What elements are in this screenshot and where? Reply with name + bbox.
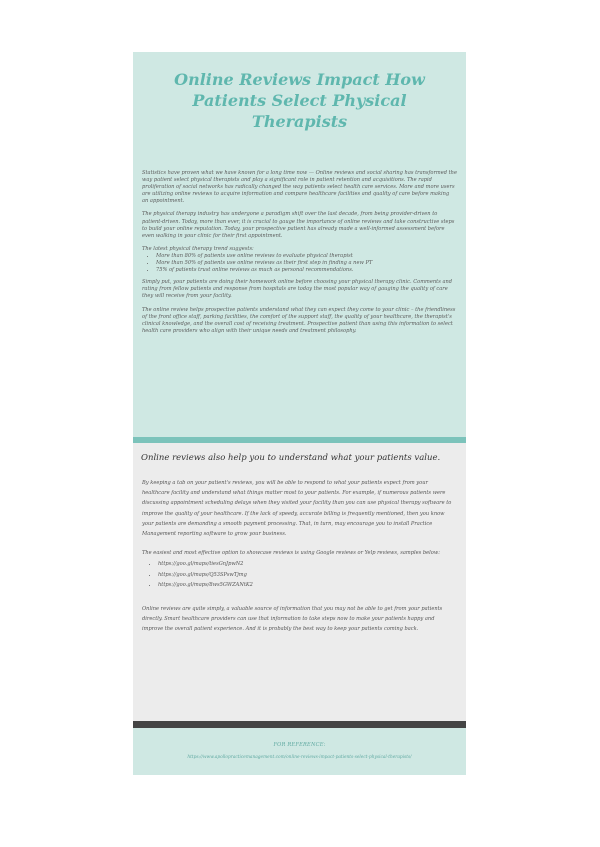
- trend-item: • 75% of patients trust online reviews as much as personal recommendations.: [156, 267, 457, 274]
- intro-paragraph-1: Statistics have proven what we have known for a long time now — Online reviews and social sharing has transformed the way patient select physical therapists and play a significant role in patient retention and acquisitions. The rapid proliferation of social networks has radically changed the way patients select health care services. More and more users are utilizing online reviews to acquire information and compare healthcare facilities and quality of care before making an appointment.: [142, 170, 457, 205]
- review-link[interactable]: • https://goo.gl/maps/8ws5GWZANtK2: [158, 580, 457, 590]
- trend-label: The latest physical therapy trend suggests:: [142, 245, 254, 252]
- intro-paragraph-2: The physical therapy industry has undergone a paradigm shift over the last decade, from being provider-driven to patient-driven. Today, more than ever, it is crucial to gauge the importance of online reviews and take constructive steps to build your online reputation. Today, your prospective patient has already made a well-informed assessment before even walking in your clinic for their first appointment.: [142, 211, 455, 239]
- trend-item: • More than 80% of patients use online reviews to evaluate physical therapist: [156, 253, 457, 260]
- flyer: [133, 52, 466, 775]
- review-link[interactable]: • https://goo.gl/maps/Q53SPswTjmg: [158, 570, 457, 580]
- section-2-paragraph-1: By keeping a tab on your patient's reviews, you will be able to respond to what your patients expect from your healthcare facility and understand what things matter most to your patients. For example, if numerous patients were discussing appointment scheduling delays when they visited your facility than you can use physical therapy software to improve the quality of your healthcare. If the lack of speedy, accurate billing is frequently mentioned, then you know your patients are demanding a smooth payment processing. That, in turn, may encourage you to install Practice Management reporting software to grow your business.: [142, 480, 452, 538]
- reference-link[interactable]: https://www.apollopracticemanagement.com/online-reviews-impact-patients-select-physical-therapists/: [187, 755, 412, 760]
- reference-panel: [133, 728, 466, 775]
- section-2-body: [142, 478, 457, 644]
- intro-paragraph-4: The online review helps prospective patients understand what they can expect they come to your clinic – the friendliness of the front office staff, parking facilities, the comfort of the support staff, the quality of your healthcare, the therapist's clinical knowledge, and the overall cost of receiving treatment. Prospective patient than using this information to select health care providers who align with their unique needs and treatment philosophy.: [142, 306, 456, 334]
- reference-label: FOR REFERENCE:: [273, 742, 326, 748]
- section-2-paragraph-3: Online reviews are quite simply, a valuable source of information that you may not be able to get from your patients directly. Smart healthcare providers can use that information to take steps now to make your patients happy and improve the overall patient experience. And it is probably the best way to keep your patients coming back.: [142, 606, 443, 633]
- intro-paragraph-3: Simply put, your patients are doing their homework online before choosing your physical therapy clinic. Comments and rating from fellow patients and response from hospitals are today the most popular way of gauging the quality of care they will receive from your facility.: [142, 279, 453, 300]
- section-2-heading: Online reviews also help you to understand what your patients value.: [141, 453, 441, 463]
- section-2-panel: [133, 443, 466, 721]
- section-2-paragraph-2: The easiest and most effective option to showcase reviews is using Google reviews or Yelp reviews, samples below:: [142, 550, 440, 557]
- trend-item: • More than 50% of patients use online reviews as their first step in finding a new PT: [156, 260, 457, 267]
- review-link[interactable]: • https://goo.gl/maps/tiesGnJpwN2: [158, 559, 457, 569]
- intro-panel: [133, 52, 466, 437]
- page-title: Online Reviews Impact How Patients Select Physical Therapists: [174, 70, 425, 131]
- review-links: [142, 559, 457, 590]
- trend-list: [142, 253, 457, 274]
- footer-divider: [133, 721, 466, 728]
- intro-body: [142, 170, 457, 341]
